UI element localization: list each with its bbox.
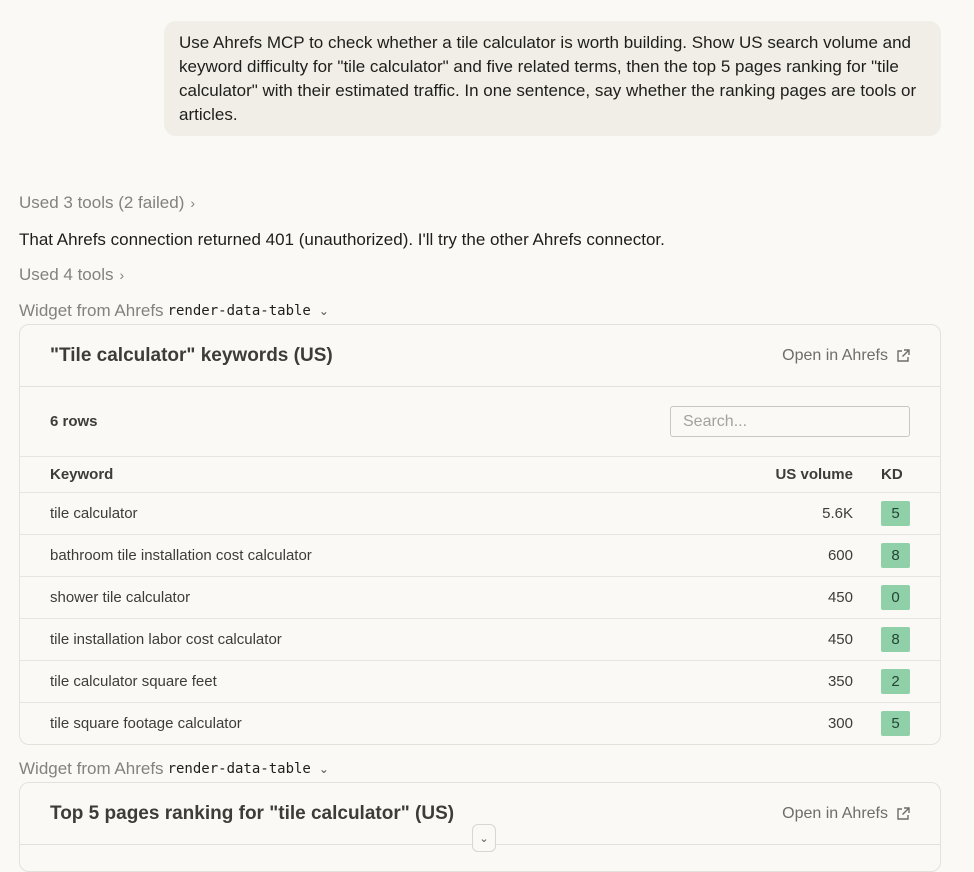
widget-tool-name: render-data-table: [167, 303, 311, 319]
kd-cell: [853, 534, 940, 576]
keywords-widget: [19, 324, 941, 745]
chevron-right-icon: ›: [190, 195, 196, 211]
table-row: [20, 702, 940, 744]
tools-used-toggle[interactable]: [19, 193, 195, 213]
widget-title: "Tile calculator" keywords (US): [50, 344, 333, 366]
widget-label-2[interactable]: [19, 759, 329, 779]
volume-cell: 5.6K: [713, 492, 853, 534]
volume-cell: 300: [827, 714, 853, 732]
chevron-down-icon: ⌄: [318, 762, 329, 776]
open-in-ahrefs-label: Open in Ahrefs: [782, 804, 888, 822]
column-header-keyword[interactable]: Keyword: [20, 457, 713, 492]
search-input[interactable]: [670, 406, 910, 437]
kd-badge: 8: [881, 543, 910, 568]
column-header-kd[interactable]: KD: [853, 457, 940, 492]
column-header-volume[interactable]: US volume: [713, 457, 853, 492]
kd-cell: [853, 702, 940, 744]
table-header-row: [20, 457, 940, 492]
table-row: [20, 618, 940, 660]
widget-header: [20, 325, 940, 387]
tools-used-label: Used 3 tools (2 failed): [19, 193, 185, 212]
assistant-message: That Ahrefs connection returned 401 (unauthorized). I'll try the other Ahrefs connector.: [19, 230, 665, 249]
widget-source: Widget from Ahrefs: [19, 759, 164, 778]
volume-cell: 450: [713, 576, 853, 618]
widget-tool-name: render-data-table: [167, 761, 311, 777]
table-row: [20, 492, 940, 534]
widget-title: Top 5 pages ranking for "tile calculator" (US): [50, 802, 455, 824]
kd-cell: [853, 660, 940, 702]
user-message: Use Ahrefs MCP to check whether a tile calculator is worth building. Show US search volume and keyword difficulty for "tile calculator" and five related terms, then the top 5 pages ranking for "tile calculator" with their estimated traffic. In one sentence, say whether the ranking pages are tools or articles.: [164, 21, 941, 136]
open-in-ahrefs-label: Open in Ahrefs: [782, 346, 888, 364]
kd-badge: 2: [881, 669, 910, 694]
keyword-cell: tile calculator square feet: [20, 660, 713, 702]
table-row: [20, 576, 940, 618]
keywords-table: [20, 457, 940, 744]
tools-used-label-2: Used 4 tools: [19, 265, 114, 284]
volume-cell: 450: [713, 618, 853, 660]
table-toolbar: [20, 387, 940, 457]
kd-cell: [853, 492, 940, 534]
external-link-icon: [896, 807, 910, 821]
open-in-ahrefs-link[interactable]: [782, 805, 910, 823]
scroll-down-button[interactable]: [472, 824, 496, 852]
chevron-right-icon: ›: [119, 267, 125, 283]
keyword-cell: tile calculator: [20, 492, 713, 534]
keyword-cell: tile installation labor cost calculator: [20, 618, 713, 660]
volume-cell: 600: [713, 534, 853, 576]
table-row: [20, 534, 940, 576]
kd-cell: [853, 576, 940, 618]
kd-badge: 5: [881, 501, 910, 526]
tools-used-toggle-2[interactable]: [19, 265, 124, 285]
volume-cell: 350: [713, 660, 853, 702]
external-link-icon: [896, 349, 910, 363]
chevron-down-icon: ⌄: [318, 304, 329, 318]
keyword-cell: bathroom tile installation cost calculator: [20, 534, 713, 576]
chevron-down-icon: ⌄: [479, 832, 489, 845]
open-in-ahrefs-link[interactable]: [782, 347, 910, 365]
kd-badge: 5: [881, 711, 910, 736]
row-count: 6 rows: [50, 413, 98, 430]
kd-badge: 8: [881, 627, 910, 652]
kd-badge: 0: [881, 585, 910, 610]
widget-label-1[interactable]: [19, 301, 329, 321]
keyword-cell: tile square footage calculator: [50, 714, 242, 732]
kd-cell: [853, 618, 940, 660]
keyword-cell: shower tile calculator: [20, 576, 713, 618]
table-row: [20, 660, 940, 702]
widget-source: Widget from Ahrefs: [19, 301, 164, 320]
